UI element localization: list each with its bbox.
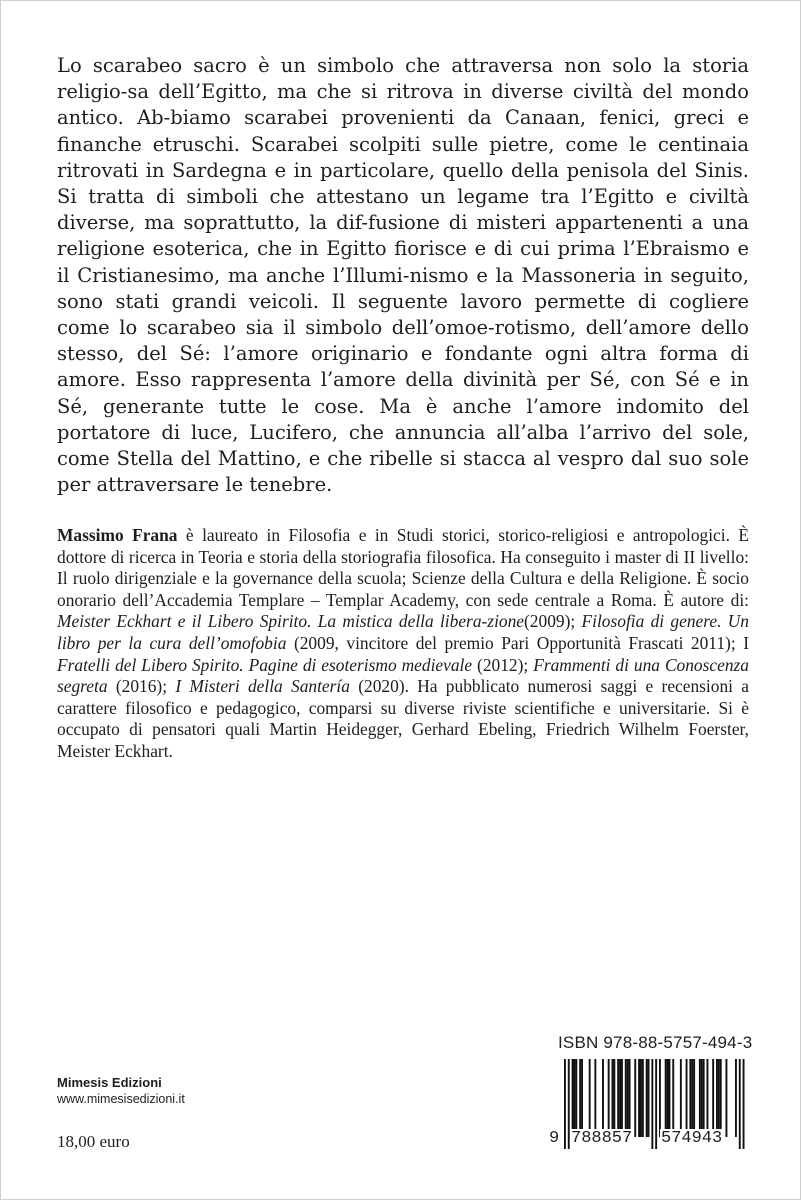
barcode-bar [627,1059,629,1137]
publisher-name: Mimesis Edizioni [57,1075,162,1090]
barcode-bar [640,1059,642,1137]
barcode-bar [619,1059,621,1137]
publisher-website: www.mimesisedizioni.it [57,1092,185,1106]
blurb-paragraph: Lo scarabeo sacro è un simbolo che attraversa non solo la storia religio-sa dell’Egitto, ma che si ritrova in diverse civiltà del mondo antico. Ab-biamo scarabei provenienti da Canaan, fenici, greci e finanche etruschi. Scarabei scolpiti sulle pietre, come le centinaia ritrovati in Sardegna e in particolare, quello della penisola del Sinis. Si tratta di simboli che attestano un legame tra l’Egitto e civiltà diverse, ma soprattutto, la dif-fusione di misteri appartenenti a una religione esoterica, che in Egitto fiorisce e di cui prima l’Ebraismo e il Cristianesimo, ma anche l’Illumi-nismo e la Massoneria in seguito, sono stati grandi veicoli. Il seguente lavoro permette di cogliere come lo scarabeo sia il simbolo dell’omoe-rotismo, dell’amore dello stesso, del Sé: l’amore originario e fondante ogni altra forma di amore. Esso rappresenta l’amore della divinità per Sé, con Sé e in Sé, generante tutte le cose. Ma è anche l’amore indomito del portatore di luce, Lucifero, che annuncia all’alba l’arrivo del sole, come Stella del Mattino, e che ribelle si stacca al vespro dal suo sole per attraversare le tenebre. [57,54,749,497]
barcode-bar [701,1059,703,1137]
barcode-bar [672,1059,674,1137]
barcode-bar [625,1059,627,1137]
barcode-bar [735,1059,737,1137]
publisher-block [57,1075,185,1106]
barcode-bar [572,1059,574,1137]
barcode-bar [720,1059,722,1137]
barcode-bar [689,1059,691,1137]
barcode-bar [634,1059,636,1137]
isbn-block [548,1027,753,1155]
barcode-bar [638,1059,640,1137]
book-title-5: I Misteri della Santería [175,676,350,697]
barcode-bar [602,1059,604,1137]
barcode-bar [648,1059,650,1137]
barcode-bar [575,1059,577,1137]
barcode-digits [548,1129,748,1153]
barcode-bar [718,1059,720,1137]
bio-text-6: (2020). Ha pubblicato numerosi saggi e recensioni a carattere filosofico e pedagogico, comparsi su diverse riviste scientifiche e universitarie. Si è occupato di pensatori quali Martin Heidegger, Gerhard Ebeling, Friedrich Wilhelm Foerster, Meister Eckhart. [57,676,749,761]
barcode-bar [579,1059,581,1137]
bio-text-5: (2016); [107,676,176,697]
bio-text-4: (2012); [472,654,534,675]
barcode-bar [716,1059,718,1137]
barcode-bar [693,1059,695,1137]
book-title-3: Fratelli del Libero Spirito. Pagine di esoterismo medievale [57,654,473,675]
barcode-bar [617,1059,619,1137]
book-title-2: Filosofia di genere. Un libro per la cura dell’omofobia [57,611,749,653]
barcode-bar [646,1059,648,1137]
bio-text-3: (2009, vincitore del premio Pari Opportunità Frascati 2011); I [286,632,749,653]
author-bio [57,525,749,763]
barcode-bar [621,1059,623,1137]
barcode-bar [669,1059,671,1137]
barcode-bar [581,1059,583,1137]
barcode-bar [613,1059,615,1137]
barcode-bar [642,1059,644,1137]
bio-text-2: (2009); [524,611,582,632]
barcode-bar [659,1059,661,1137]
barcode-bar [665,1059,667,1137]
barcode-digits-right: 574943 [661,1129,723,1148]
barcode-bar [726,1059,728,1137]
barcode-bar [594,1059,596,1137]
book-title-4: Frammenti di una Conoscenza segreta [57,654,749,697]
isbn-label: ISBN 978-88-5757-494-3 [558,1033,753,1052]
barcode-bar [699,1059,701,1137]
bio-text-1: è laureato in Filosofia e in Studi storici, storico-religiosi e antropologici. È dottore di ricerca in Teoria e storia della storiografia filosofica. Ha conseguito i master di II livello: Il ruolo dirigenziale e la governance della scuola; Scienze della Cultura e della Religione. È socio onorario dell’Accademia Templare – Templar Academy, con sede centrale a Roma. È autore di: [57,525,749,610]
barcode-digit-first: 9 [549,1129,560,1148]
barcode-bar [707,1059,709,1137]
barcode-bar [686,1059,688,1137]
book-title-1: Meister Eckhart e il Libero Spirito. La mistica della libera-zione [57,611,525,632]
barcode-bar [589,1059,591,1137]
barcode-bar [703,1059,705,1137]
author-name: Massimo Frana [57,525,178,545]
barcode-bar [667,1059,669,1137]
barcode-bar [608,1059,610,1137]
barcode-bar [574,1059,576,1137]
barcode-bar [680,1059,682,1137]
barcode-bar [629,1059,631,1137]
barcode-digits-left: 788857 [571,1129,633,1148]
barcode-bar [612,1059,614,1137]
price-label: 18,00 euro [57,1132,130,1151]
barcode-bar [691,1059,693,1137]
barcode-bar [712,1059,714,1137]
